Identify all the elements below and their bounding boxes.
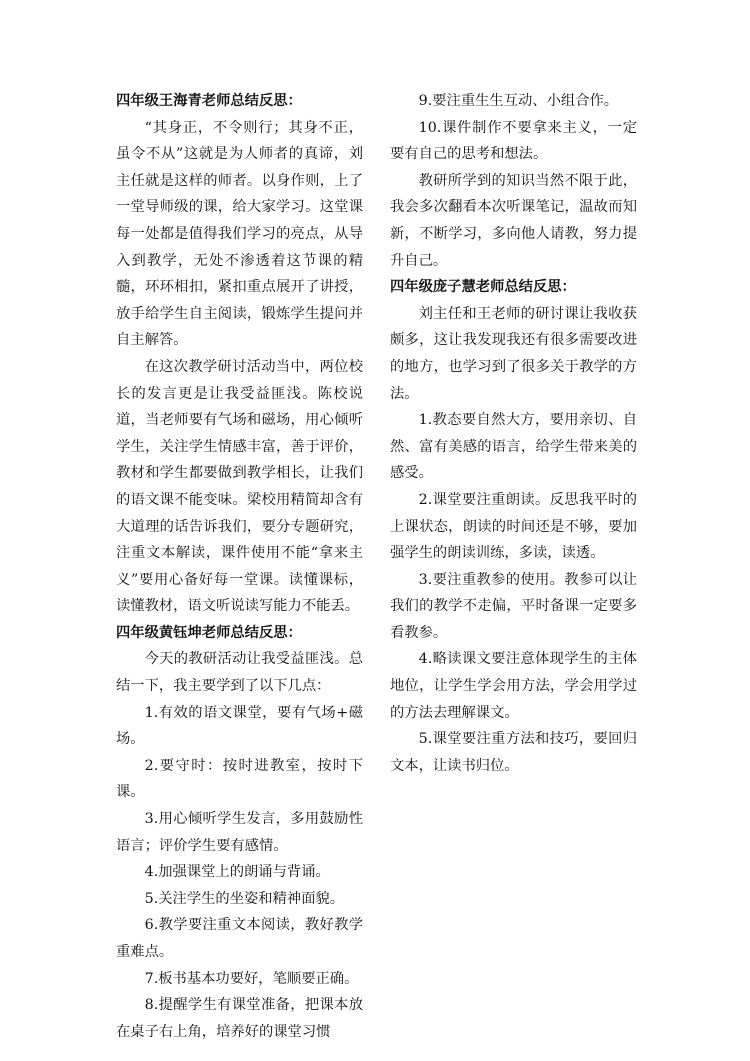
list-item: 3.要注重教参的使用。教参可以让我们的教学不走偏，平时备课一定要多看教参。 [390,571,637,641]
list-item: 4.略读课文要注意体现学生的主体地位，让学生学会用方法，学会用学过的方法去理解课文。 [390,651,637,721]
list-item: 1.有效的语文课堂，要有气场+磁场。 [116,704,363,748]
paragraph: 教研所学到的知识当然不限于此，我会多次翻看本次听课笔记，温故而知新，不断学习，多向他人请教，努力提升自己。 [390,172,637,269]
list-item: 3.用心倾听学生发言，多用鼓励性语言；评价学生要有感情。 [116,811,363,854]
paragraph: “其身正，不令则行；其身不正，虽令不从”这就是为人师者的真谛，刘主任就是这样的师者。以身作则，上了一堂导师级的课，给大家学习。这堂课每一处都是值得我们学习的亮点，从导入到教学，无处不渗透着这节课的精髓，环环相扣，紧扣重点展开了讲授，放手给学生自主阅读，锻炼学生提问并自主解答。 [116,119,363,349]
list-item: 7.板书基本功要好，笔顺要正确。 [144,970,359,987]
list-item: 6.教学要注重文本阅读，教好教学重难点。 [116,917,363,960]
list-item: 2.课堂要注重朗读。反思我平时的上课状态，朗读的时间还是不够，要加强学生的朗读训练，多读，读透。 [390,491,637,562]
list-item: 9.要注重生生互动、小组合作。 [418,93,619,109]
right-column [390,88,637,779]
list-item: 4.加强课堂上的朗诵与背诵。 [144,864,330,881]
section-heading-pang: 四年级庞子慧老师总结反思： [390,279,576,296]
list-item: 5.关注学生的坐姿和精神面貌。 [144,890,345,907]
paragraph: 在这次教学研讨活动当中，两位校长的发言更是让我受益匪浅。陈校说道，当老师要有气场和磁场，用心倾听学生，关注学生情感丰富，善于评价，教材和学生都要做到教学相长，让我们的语文课不能变味。梁校用精简却含有大道理的话告诉我们，要分专题研究，注重文本解读，课件使用不能“拿来主义”要用心备好每一堂课。读懂课标，读懂教材，语文听说读写能力不能丢。 [116,358,363,615]
list-item: 8.提醒学生有课堂准备，把课本放在桌子右上角，培养好的课堂习惯 [116,997,363,1040]
section-heading-huang: 四年级黄钰坤老师总结反思： [116,624,302,641]
paragraph: 今天的教研活动让我受益匪浅。总结一下，我主要学到了以下几点： [116,651,363,695]
list-item: 10.课件制作不要拿来主义，一定要有自己的思考和想法。 [390,119,637,163]
paragraph: 刘主任和王老师的研讨课让我收获颇多，这让我发现我还有很多需要改进的地方，也学习到了很多关于教学的方法。 [390,305,637,402]
left-column [116,88,363,1045]
list-item: 1.教态要自然大方，要用亲切、自然、富有美感的语言，给学生带来美的感受。 [390,412,637,482]
section-heading-wang: 四年级王海青老师总结反思： [116,93,302,109]
list-item: 5.课堂要注重方法和技巧，要回归文本，让读书归位。 [390,731,637,774]
list-item: 2.要守时：按时进教室，按时下课。 [116,757,363,801]
